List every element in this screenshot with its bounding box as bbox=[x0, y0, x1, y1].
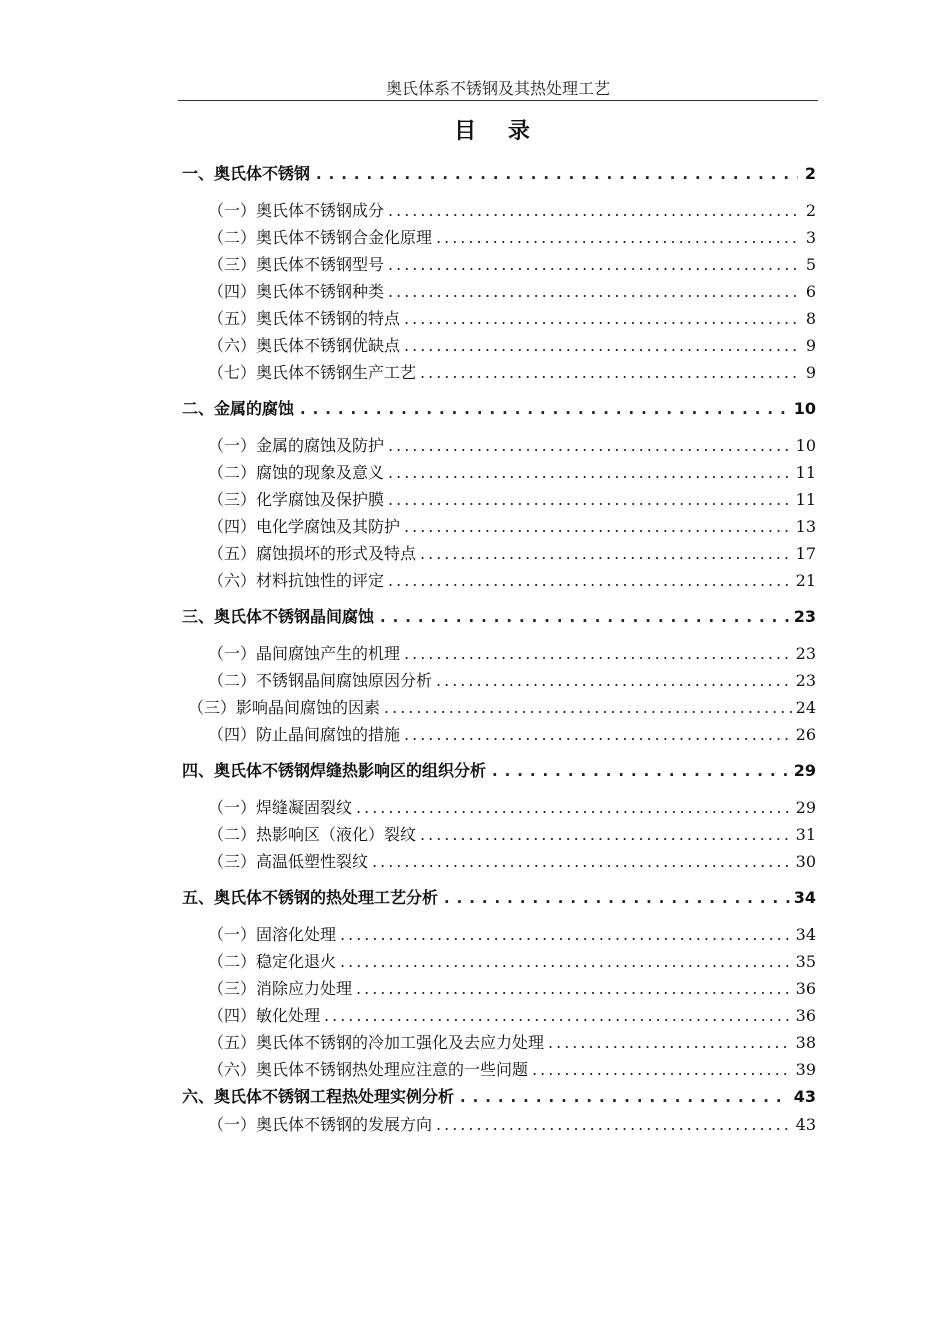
toc-entry-label: （二）奥氏体不锈钢合金化原理 bbox=[208, 228, 433, 247]
toc-entry-label: （一）奥氏体不锈钢的发展方向 bbox=[208, 1115, 433, 1134]
toc-entry[interactable] bbox=[182, 1111, 816, 1138]
toc-entry[interactable] bbox=[182, 486, 816, 513]
toc-entry[interactable] bbox=[182, 432, 816, 459]
toc-entry-page: 29 bbox=[795, 798, 816, 817]
toc-entry-label: （二）热影响区（液化）裂纹 bbox=[208, 825, 417, 844]
toc-entry-page: 9 bbox=[805, 336, 816, 355]
toc-entry-page: 36 bbox=[795, 1006, 816, 1025]
dot-leader bbox=[356, 794, 792, 821]
dot-leader bbox=[298, 395, 790, 423]
dot-leader bbox=[442, 884, 790, 912]
toc-entry-chapter-6[interactable] bbox=[182, 1083, 816, 1111]
toc-entry-page: 11 bbox=[795, 490, 816, 509]
dot-leader bbox=[436, 667, 792, 694]
toc-entry-label: （一）固溶化处理 bbox=[208, 925, 337, 944]
dot-leader bbox=[340, 921, 792, 948]
dot-leader bbox=[388, 432, 792, 459]
toc-entry-label: 一、奥氏体不锈钢 bbox=[182, 164, 311, 183]
toc-entry-label: （三）化学腐蚀及保护膜 bbox=[208, 490, 385, 509]
dot-leader bbox=[388, 486, 792, 513]
toc-entry-chapter-1[interactable] bbox=[182, 160, 816, 188]
toc-entry[interactable] bbox=[182, 794, 816, 821]
dot-leader bbox=[340, 948, 792, 975]
dot-leader bbox=[404, 332, 798, 359]
toc-entry-label: 四、奥氏体不锈钢焊缝热影响区的组织分析 bbox=[182, 761, 487, 780]
toc-entry-page: 26 bbox=[795, 725, 816, 744]
toc-entry-page: 10 bbox=[793, 399, 816, 418]
toc-entry[interactable] bbox=[182, 332, 816, 359]
toc-entry[interactable] bbox=[182, 721, 816, 748]
toc-entry-page: 23 bbox=[795, 644, 816, 663]
toc-entry-page: 30 bbox=[795, 852, 816, 871]
toc-entry[interactable] bbox=[182, 694, 816, 721]
toc-entry-page: 36 bbox=[795, 979, 816, 998]
dot-leader bbox=[378, 603, 790, 631]
toc-entry-page: 23 bbox=[793, 607, 816, 626]
toc-entry-page: 5 bbox=[805, 255, 816, 274]
dot-leader bbox=[404, 640, 792, 667]
toc-entry-page: 35 bbox=[795, 952, 816, 971]
dot-leader bbox=[548, 1029, 792, 1056]
toc-entry-label: （三）高温低塑性裂纹 bbox=[208, 852, 369, 871]
toc-entry-label: （二）腐蚀的现象及意义 bbox=[208, 463, 385, 482]
dot-leader bbox=[458, 1083, 790, 1111]
dot-leader bbox=[324, 1002, 792, 1029]
dot-leader bbox=[388, 197, 798, 224]
toc-entry[interactable] bbox=[182, 975, 816, 1002]
table-of-contents bbox=[182, 160, 816, 1138]
toc-entry[interactable] bbox=[182, 1056, 816, 1083]
toc-entry-chapter-2[interactable] bbox=[182, 395, 816, 423]
toc-entry-page: 34 bbox=[793, 888, 816, 907]
toc-entry-label: （一）奥氏体不锈钢成分 bbox=[208, 201, 385, 220]
toc-entry[interactable] bbox=[182, 848, 816, 875]
toc-entry[interactable] bbox=[182, 667, 816, 694]
toc-entry-label: （六）材料抗蚀性的评定 bbox=[208, 571, 385, 590]
dot-leader bbox=[388, 278, 798, 305]
dot-leader bbox=[384, 694, 792, 721]
dot-leader bbox=[532, 1056, 792, 1083]
toc-entry[interactable] bbox=[182, 640, 816, 667]
toc-entry-label: 五、奥氏体不锈钢的热处理工艺分析 bbox=[182, 888, 439, 907]
toc-entry-label: （六）奥氏体不锈钢优缺点 bbox=[208, 336, 401, 355]
dot-leader bbox=[404, 513, 792, 540]
toc-entry[interactable] bbox=[182, 459, 816, 486]
toc-entry[interactable] bbox=[182, 251, 816, 278]
toc-entry-chapter-4[interactable] bbox=[182, 757, 816, 785]
toc-entry-label: （三）影响晶间腐蚀的因素 bbox=[188, 698, 381, 717]
toc-entry-label: （七）奥氏体不锈钢生产工艺 bbox=[208, 363, 417, 382]
toc-entry[interactable] bbox=[182, 1002, 816, 1029]
toc-entry-label: （二）稳定化退火 bbox=[208, 952, 337, 971]
dot-leader bbox=[420, 821, 792, 848]
toc-entry-page: 10 bbox=[795, 436, 816, 455]
toc-entry[interactable] bbox=[182, 224, 816, 251]
toc-entry-page: 23 bbox=[795, 671, 816, 690]
toc-entry-chapter-5[interactable] bbox=[182, 884, 816, 912]
dot-leader bbox=[436, 224, 798, 251]
toc-entry-label: （四）防止晶间腐蚀的措施 bbox=[208, 725, 401, 744]
toc-entry[interactable] bbox=[182, 921, 816, 948]
toc-entry-page: 43 bbox=[793, 1087, 816, 1106]
dot-leader bbox=[490, 757, 790, 785]
toc-entry[interactable] bbox=[182, 567, 816, 594]
dot-leader bbox=[356, 975, 792, 1002]
toc-entry-page: 17 bbox=[795, 544, 816, 563]
dot-leader bbox=[314, 160, 798, 188]
toc-title: 目 录 bbox=[454, 119, 542, 144]
dot-leader bbox=[420, 359, 798, 386]
toc-entry-label: 三、奥氏体不锈钢晶间腐蚀 bbox=[182, 607, 375, 626]
toc-entry-label: （四）奥氏体不锈钢种类 bbox=[208, 282, 385, 301]
toc-entry-page: 8 bbox=[805, 309, 816, 328]
toc-entry-page: 31 bbox=[795, 825, 816, 844]
dot-leader bbox=[388, 459, 792, 486]
toc-entry-page: 9 bbox=[805, 363, 816, 382]
toc-entry-label: （三）奥氏体不锈钢型号 bbox=[208, 255, 385, 274]
toc-entry[interactable] bbox=[182, 540, 816, 567]
toc-entry[interactable] bbox=[182, 197, 816, 224]
toc-entry-label: （一）金属的腐蚀及防护 bbox=[208, 436, 385, 455]
toc-entry-label: （五）奥氏体不锈钢的特点 bbox=[208, 309, 401, 328]
toc-entry[interactable] bbox=[182, 821, 816, 848]
toc-entry-page: 11 bbox=[795, 463, 816, 482]
toc-entry-page: 21 bbox=[795, 571, 816, 590]
toc-entry[interactable] bbox=[182, 513, 816, 540]
toc-entry-page: 3 bbox=[805, 228, 816, 247]
toc-entry-chapter-3[interactable] bbox=[182, 603, 816, 631]
running-header: 奥氏体系不锈钢及其热处理工艺 bbox=[385, 79, 610, 98]
dot-leader bbox=[404, 721, 792, 748]
toc-entry-page: 43 bbox=[795, 1115, 816, 1134]
toc-entry[interactable] bbox=[182, 359, 816, 386]
toc-entry-page: 29 bbox=[793, 761, 816, 780]
toc-entry-page: 6 bbox=[805, 282, 816, 301]
toc-entry-page: 24 bbox=[795, 698, 816, 717]
toc-entry-label: 二、金属的腐蚀 bbox=[182, 399, 295, 418]
toc-entry-page: 13 bbox=[795, 517, 816, 536]
toc-entry-page: 34 bbox=[795, 925, 816, 944]
toc-entry-label: （五）腐蚀损坏的形式及特点 bbox=[208, 544, 417, 563]
toc-entry-label: （二）不锈钢晶间腐蚀原因分析 bbox=[208, 671, 433, 690]
toc-entry-label: （一）焊缝凝固裂纹 bbox=[208, 798, 353, 817]
toc-entry-label: （五）奥氏体不锈钢的冷加工强化及去应力处理 bbox=[208, 1033, 545, 1052]
toc-entry-page: 2 bbox=[804, 164, 816, 183]
toc-entry-label: （四）敏化处理 bbox=[208, 1006, 321, 1025]
header-divider bbox=[178, 100, 818, 101]
dot-leader bbox=[404, 305, 798, 332]
toc-entry-page: 39 bbox=[795, 1060, 816, 1079]
toc-entry-page: 2 bbox=[805, 201, 816, 220]
toc-entry-label: （四）电化学腐蚀及其防护 bbox=[208, 517, 401, 536]
toc-entry-page: 38 bbox=[795, 1033, 816, 1052]
dot-leader bbox=[436, 1111, 792, 1138]
toc-entry-label: （三）消除应力处理 bbox=[208, 979, 353, 998]
toc-entry[interactable] bbox=[182, 948, 816, 975]
toc-entry[interactable] bbox=[182, 278, 816, 305]
toc-entry-label: （六）奥氏体不锈钢热处理应注意的一些问题 bbox=[208, 1060, 529, 1079]
toc-entry[interactable] bbox=[182, 1029, 816, 1056]
dot-leader bbox=[372, 848, 792, 875]
toc-entry[interactable] bbox=[182, 305, 816, 332]
toc-entry-label: （一）晶间腐蚀产生的机理 bbox=[208, 644, 401, 663]
toc-entry-label: 六、奥氏体不锈钢工程热处理实例分析 bbox=[182, 1087, 455, 1106]
dot-leader bbox=[420, 540, 792, 567]
dot-leader bbox=[388, 567, 792, 594]
dot-leader bbox=[388, 251, 798, 278]
